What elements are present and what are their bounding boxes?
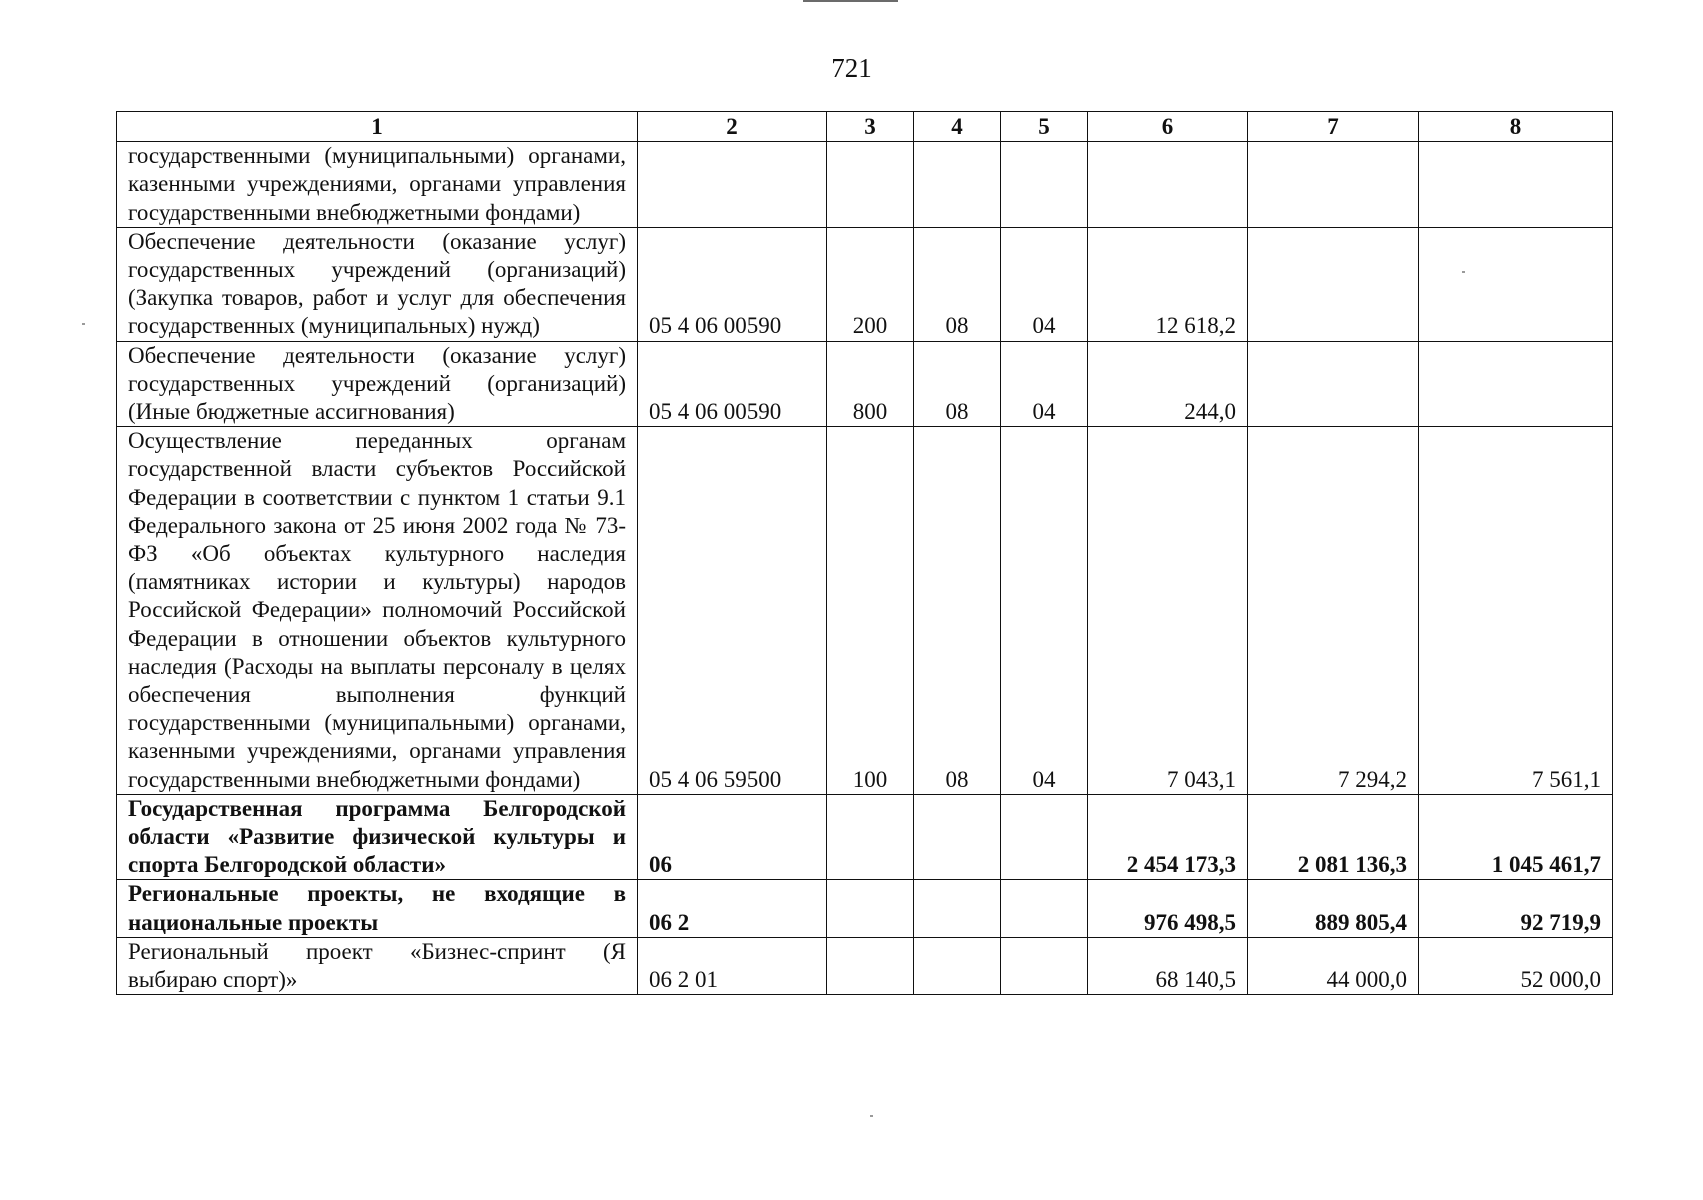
row-expense-type — [827, 794, 914, 880]
budget-table — [116, 111, 1613, 995]
table-header-row — [117, 112, 1613, 142]
row-section: 08 — [914, 227, 1001, 341]
column-header: 3 — [827, 112, 914, 142]
row-subsection — [1001, 142, 1088, 228]
row-amount-col8 — [1419, 142, 1613, 228]
row-expense-type — [827, 937, 914, 994]
row-amount-col8: 1 045 461,7 — [1419, 794, 1613, 880]
row-subsection: 04 — [1001, 227, 1088, 341]
column-header: 8 — [1419, 112, 1613, 142]
table-row — [117, 341, 1613, 427]
row-amount-col6: 68 140,5 — [1088, 937, 1248, 994]
row-amount-col6: 2 454 173,3 — [1088, 794, 1248, 880]
row-target-code: 05 4 06 59500 — [638, 427, 827, 795]
page-number: 721 — [831, 53, 872, 83]
row-section — [914, 794, 1001, 880]
row-amount-col8: 7 561,1 — [1419, 427, 1613, 795]
row-subsection — [1001, 880, 1088, 937]
row-amount-col7 — [1248, 341, 1419, 427]
column-header: 1 — [117, 112, 638, 142]
row-amount-col6: 7 043,1 — [1088, 427, 1248, 795]
column-header: 5 — [1001, 112, 1088, 142]
row-amount-col8 — [1419, 227, 1613, 341]
row-amount-col7: 44 000,0 — [1248, 937, 1419, 994]
row-amount-col7: 2 081 136,3 — [1248, 794, 1419, 880]
row-target-code: 06 — [638, 794, 827, 880]
column-header: 4 — [914, 112, 1001, 142]
row-expense-type: 100 — [827, 427, 914, 795]
row-target-code: 05 4 06 00590 — [638, 227, 827, 341]
column-header: 6 — [1088, 112, 1248, 142]
row-amount-col6: 976 498,5 — [1088, 880, 1248, 937]
row-description: Региональные проекты, не входящие в национальные проекты — [117, 880, 638, 937]
row-target-code: 05 4 06 00590 — [638, 341, 827, 427]
column-header: 7 — [1248, 112, 1419, 142]
row-amount-col7: 889 805,4 — [1248, 880, 1419, 937]
row-subsection: 04 — [1001, 427, 1088, 795]
row-description: Региональный проект «Бизнес-спринт (Я выбираю спорт)» — [117, 937, 638, 994]
row-expense-type: 200 — [827, 227, 914, 341]
row-expense-type — [827, 142, 914, 228]
row-amount-col6: 244,0 — [1088, 341, 1248, 427]
row-expense-type — [827, 880, 914, 937]
row-section — [914, 937, 1001, 994]
table-row — [117, 427, 1613, 795]
row-expense-type: 800 — [827, 341, 914, 427]
table-row — [117, 142, 1613, 228]
row-description: Обеспечение деятельности (оказание услуг) государственных учреждений (организаций) (Закупка товаров, работ и услуг для обеспечения государственных (муниципальных) нужд) — [117, 227, 638, 341]
row-amount-col8: 52 000,0 — [1419, 937, 1613, 994]
row-amount-col6 — [1088, 142, 1248, 228]
scan-speck — [82, 323, 85, 325]
row-description: Государственная программа Белгородской области «Развитие физической культуры и спорта Белгородской области» — [117, 794, 638, 880]
table-row — [117, 794, 1613, 880]
row-target-code: 06 2 — [638, 880, 827, 937]
row-section — [914, 142, 1001, 228]
row-target-code — [638, 142, 827, 228]
top-rule — [803, 0, 898, 2]
row-subsection — [1001, 794, 1088, 880]
row-section — [914, 880, 1001, 937]
scan-speck — [870, 1115, 873, 1117]
row-amount-col8 — [1419, 341, 1613, 427]
row-section: 08 — [914, 341, 1001, 427]
table-row — [117, 937, 1613, 994]
row-amount-col8: 92 719,9 — [1419, 880, 1613, 937]
row-subsection — [1001, 937, 1088, 994]
row-section: 08 — [914, 427, 1001, 795]
row-description: Обеспечение деятельности (оказание услуг) государственных учреждений (организаций) (Иные бюджетные ассигнования) — [117, 341, 638, 427]
row-target-code: 06 2 01 — [638, 937, 827, 994]
row-subsection: 04 — [1001, 341, 1088, 427]
column-header: 2 — [638, 112, 827, 142]
row-amount-col7 — [1248, 227, 1419, 341]
table-row — [117, 880, 1613, 937]
table-row — [117, 227, 1613, 341]
row-description: Осуществление переданных органам государственной власти субъектов Российской Федерации в соответствии с пунктом 1 статьи 9.1 Федерального закона от 25 июня 2002 года № 73-ФЗ «Об объектах культурного наследия (памятниках истории и культуры) народов Российской Федерации» полномочий Российской Федерации в отношении объектов культурного наследия (Расходы на выплаты персоналу в целях обеспечения выполнения функций государственными (муниципальными) органами, казенными учреждениями, органами управления государственными внебюджетными фондами) — [117, 427, 638, 795]
row-amount-col7: 7 294,2 — [1248, 427, 1419, 795]
row-description: государственными (муниципальными) органами, казенными учреждениями, органами управления государственными внебюджетными фондами) — [117, 142, 638, 228]
row-amount-col6: 12 618,2 — [1088, 227, 1248, 341]
row-amount-col7 — [1248, 142, 1419, 228]
